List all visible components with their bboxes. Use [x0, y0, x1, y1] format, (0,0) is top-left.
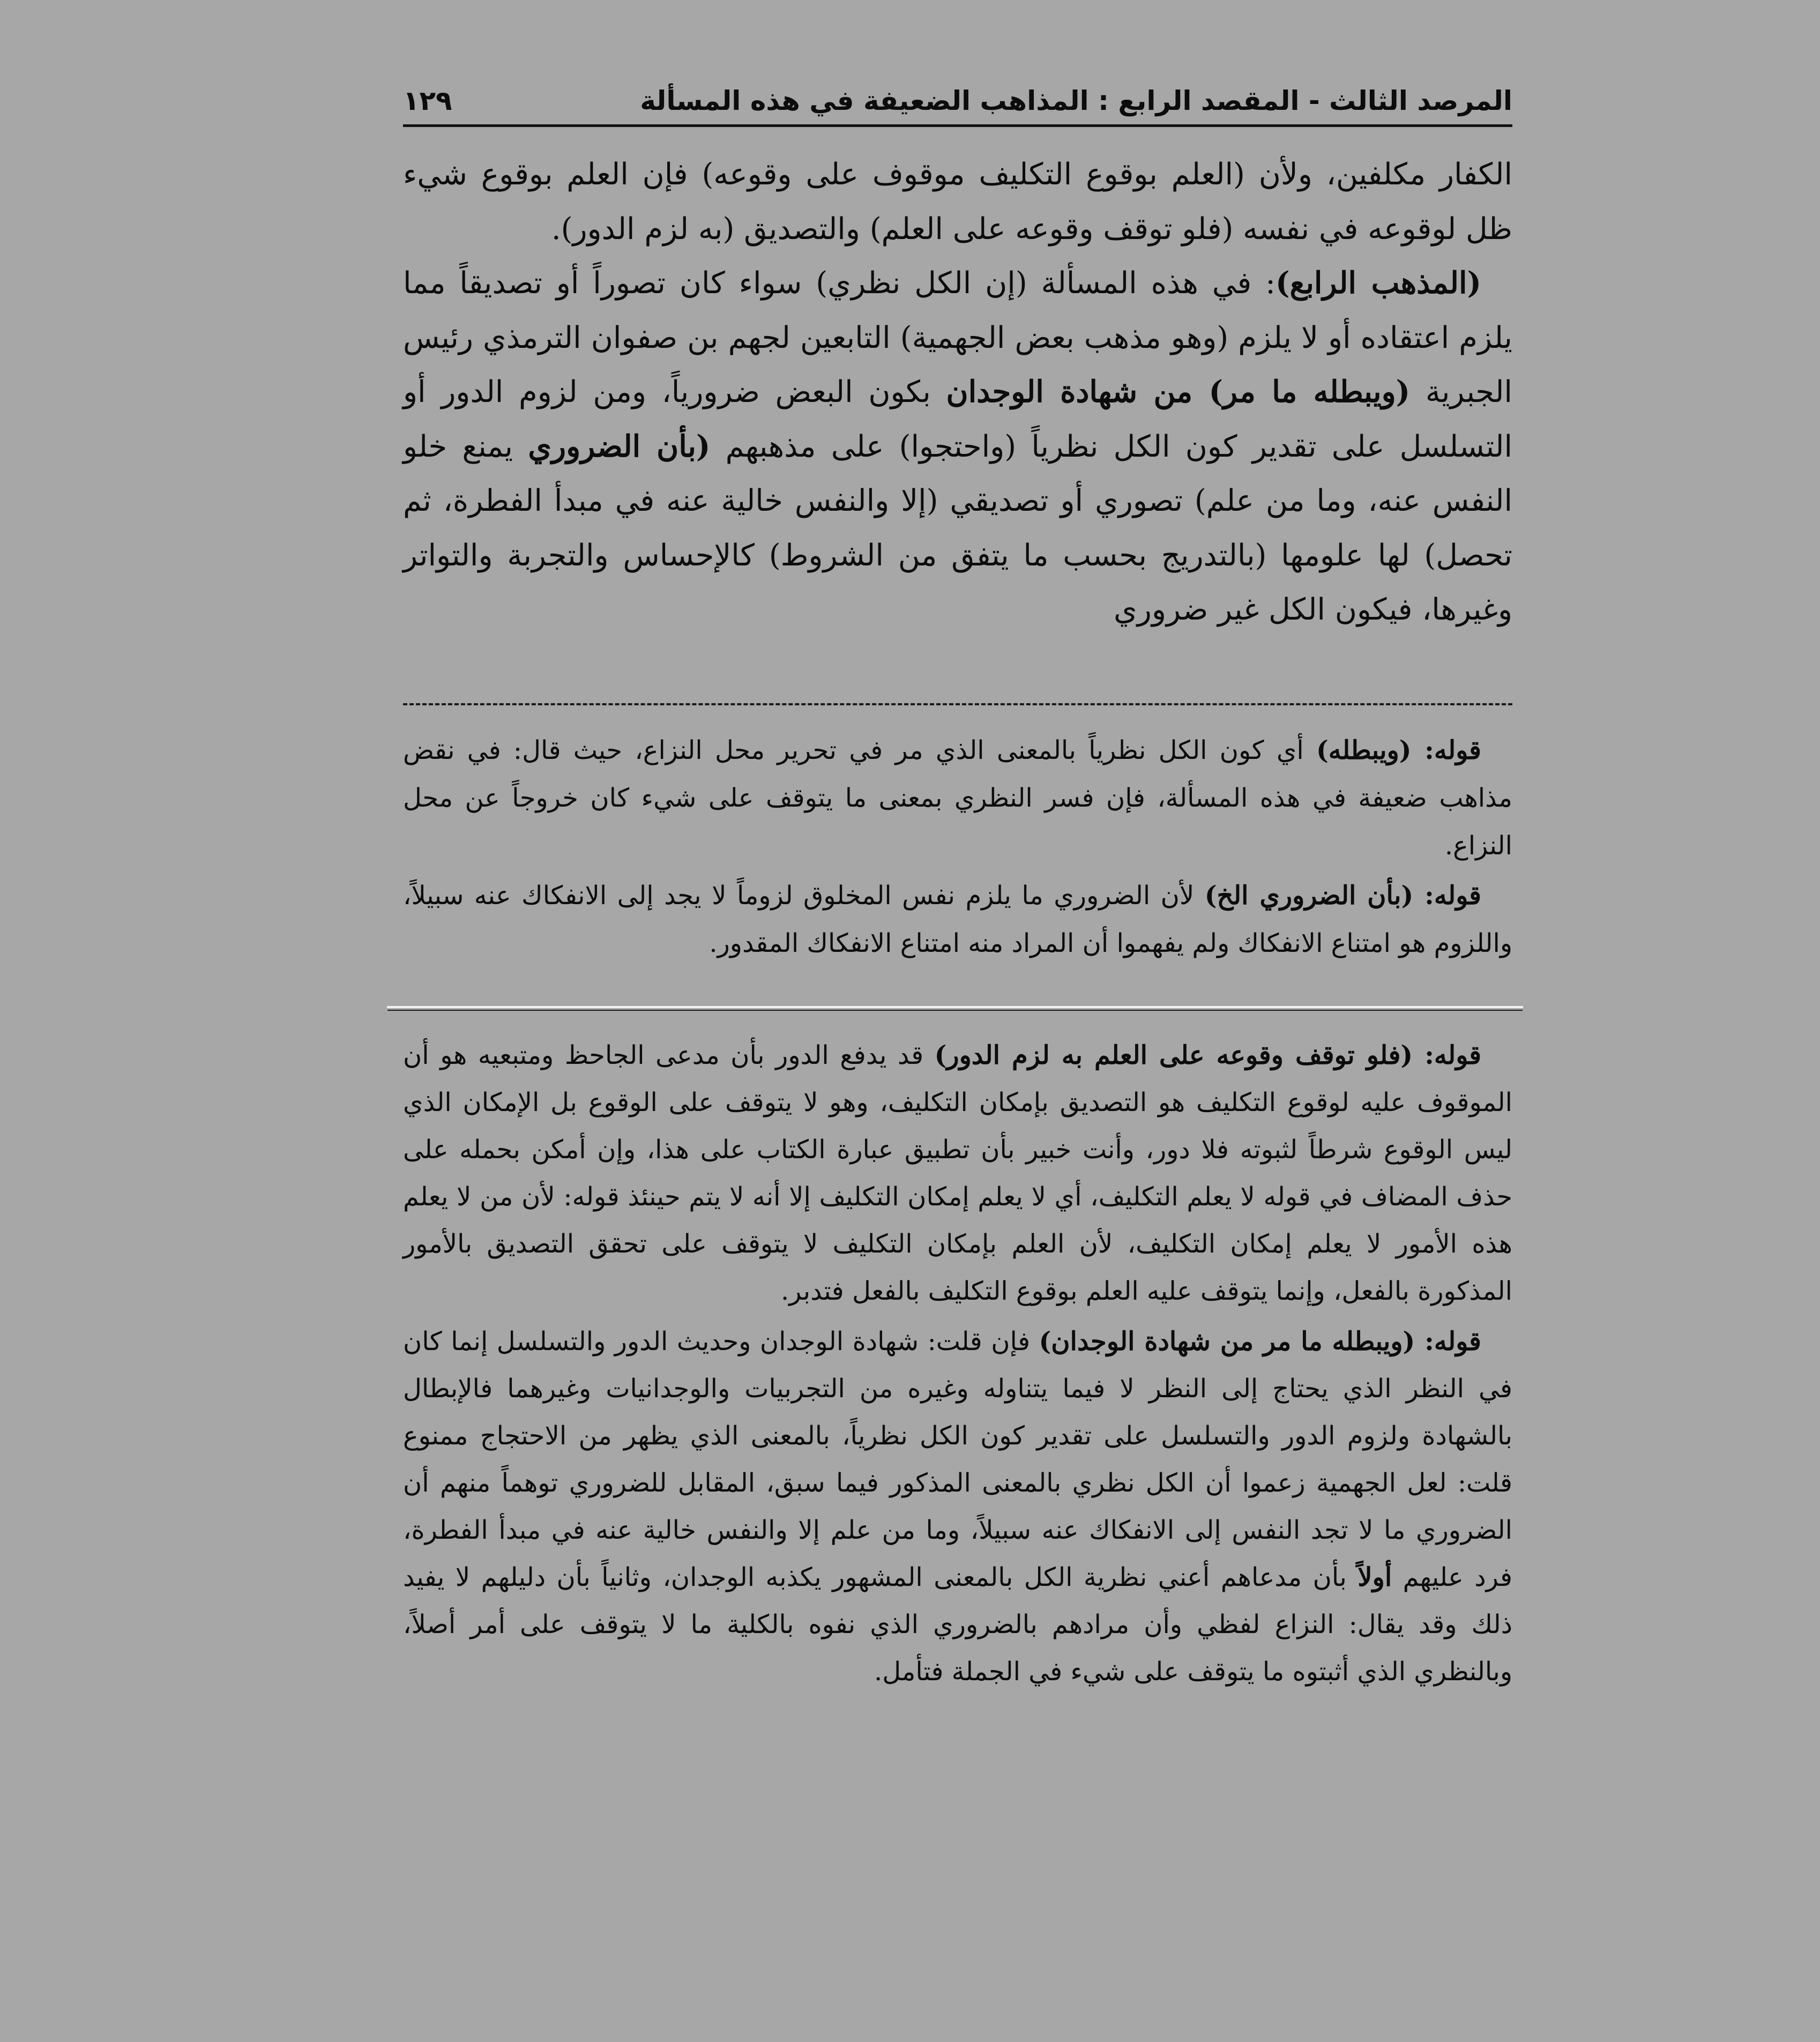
main-bold-segment: (بأن الضروري: [528, 428, 711, 464]
main-text-segment: بكون البعض ضرورياً، ومن لزوم الدور أو التسلسل على تقدير كون الكل نظرياً (واحتجوا) على مذهبهم: [403, 375, 1513, 464]
commentary-label: قوله: (ويبطله): [1316, 735, 1481, 765]
commentary-label: قوله: (ويبطله ما مر من شهادة الوجدان): [1039, 1326, 1482, 1357]
commentary-paragraph: [403, 1318, 1512, 1695]
commentary-paragraph: [403, 727, 1512, 870]
main-text-segment: يمنع خلو النفس عنه، وما من علم) تصوري أو تصديقي (إلا والنفس خالية عنه في مبدأ الفطرة، ثم تحصل) لها علومها (بالتدريج بحسب ما يتفق من الشروط) كالإحساس والتجربة والتواتر وغيرها، فيكون الكل غير ضروري: [403, 429, 1512, 627]
main-paragraph-2: [403, 256, 1512, 637]
commentary-bold-word: أولاً: [1357, 1562, 1392, 1592]
commentary-text: لأن الضروري ما يلزم نفس المخلوق لزوماً لا يجد إلى الانفكاك عنه سبيلاً، واللزوم هو امتناع الانفكاك ولم يفهموا أن المراد منه امتناع الانفكاك المقدور.: [403, 881, 1512, 958]
commentary-label: قوله: (بأن الضروري الخ): [1204, 881, 1481, 911]
commentary-text: فإن قلت: شهادة الوجدان وحديث الدور والتسلسل إنما كان في النظر الذي يحتاج إلى النظر لا فيما يتناوله وغيره من التجربيات والوجدانيات وغيرهما فالإبطال بالشهادة ولزوم الدور والتسلسل على تقدير كون الكل نظرياً، بالمعنى الذي يظهر من الاحتجاج ممنوع قلت: لعل الجهمية زعموا أن الكل نظري بالمعنى المذكور فيما سبق، المقابل للضروري توهماً منهم أن الضروري ما لا تجد النفس إلى الانفكاك عنه سبيلاً، وما من علم إلا والنفس خالية عنه في مبدأ الفطرة، فرد عليهم: [403, 1326, 1513, 1592]
footnote-dashed-rule: [403, 703, 1512, 705]
main-text: [403, 147, 1512, 637]
main-paragraph-1: الكفار مكلفين، ولأن (العلم بوقوع التكليف موقوف على وقوعه) فإن العلم بوقوع شيء ظل لوقوعه في نفسه (فلو توقف وقوعه على العلم) والتصديق (به لزم الدور).: [403, 157, 1512, 247]
main-bold-segment: (ويبطله ما مر) من شهادة الوجدان: [946, 374, 1411, 409]
commentary-text: أي كون الكل نظرياً بالمعنى الذي مر في تحرير محل النزاع، حيث قال: في نقض مذاهب ضعيفة في هذه المسألة، فإن فسر النظري بمعنى ما يتوقف على شيء كان خروجاً عن محل النزاع.: [403, 735, 1512, 861]
running-title: المرصد الثالث - المقصد الرابع : المذاهب الضعيفة في هذه المسألة: [640, 85, 1512, 116]
main-text-segment: : في هذه المسألة (إن الكل نظري) سواء كان تصوراً أو تصديقاً مما يلزم اعتقاده أو لا يلزم (وهو مذهب بعض الجهمية) التابعين لجهم بن صفوان الترمذي رئيس الجبرية: [403, 266, 1512, 409]
commentary-text: بأن مدعاهم أعني نظرية الكل بالمعنى المشهور يكذبه الوجدان، وثانياً بأن دليلهم لا يفيد ذلك وقد يقال: النزاع لفظي وأن مرادهم بالضروري الذي نفوه بالكلية ما لا يتوقف على أمر أصلاً، وبالنظري الذي أثبتوه ما يتوقف على شيء في الجملة فتأمل.: [403, 1562, 1512, 1687]
commentary-paragraph: [403, 1032, 1512, 1315]
page-number: ١٢٩: [403, 85, 452, 116]
commentary-lower: [403, 1032, 1512, 1695]
page-header: [403, 69, 1512, 122]
commentary-label: قوله: (فلو توقف وقوعه على العلم به لزم الدور): [934, 1040, 1482, 1070]
commentary-separator-rule: [387, 1006, 1523, 1008]
header-rule: [403, 124, 1512, 127]
commentary-paragraph: [403, 872, 1512, 967]
madhhab-label: (المذهب الرابع): [1276, 265, 1481, 301]
commentary-upper: [403, 727, 1512, 967]
commentary-text: قد يدفع الدور بأن مدعى الجاحظ ومتبعيه هو أن الموقوف عليه لوقوع التكليف هو التصديق بإمكان التكليف، وهو لا يتوقف على الوقوع بل الإمكان الذي ليس الوقوع شرطاً لثبوته فلا دور، وأنت خبير بأن تطبيق عبارة الكتاب على هذا، وإن أمكن بحمله على حذف المضاف في قوله لا يعلم التكليف، أي لا يعلم إمكان التكليف إلا أنه لا يتم حينئذ قوله: لأن من لا يعلم هذه الأمور لا يعلم إمكان التكليف، لأن العلم بإمكان التكليف لا يتوقف على تحقق التصديق بالأمور المذكورة بالفعل، وإنما يتوقف عليه العلم بوقوع التكليف بالفعل فتدبر.: [403, 1040, 1513, 1306]
book-page: [403, 0, 1512, 2042]
